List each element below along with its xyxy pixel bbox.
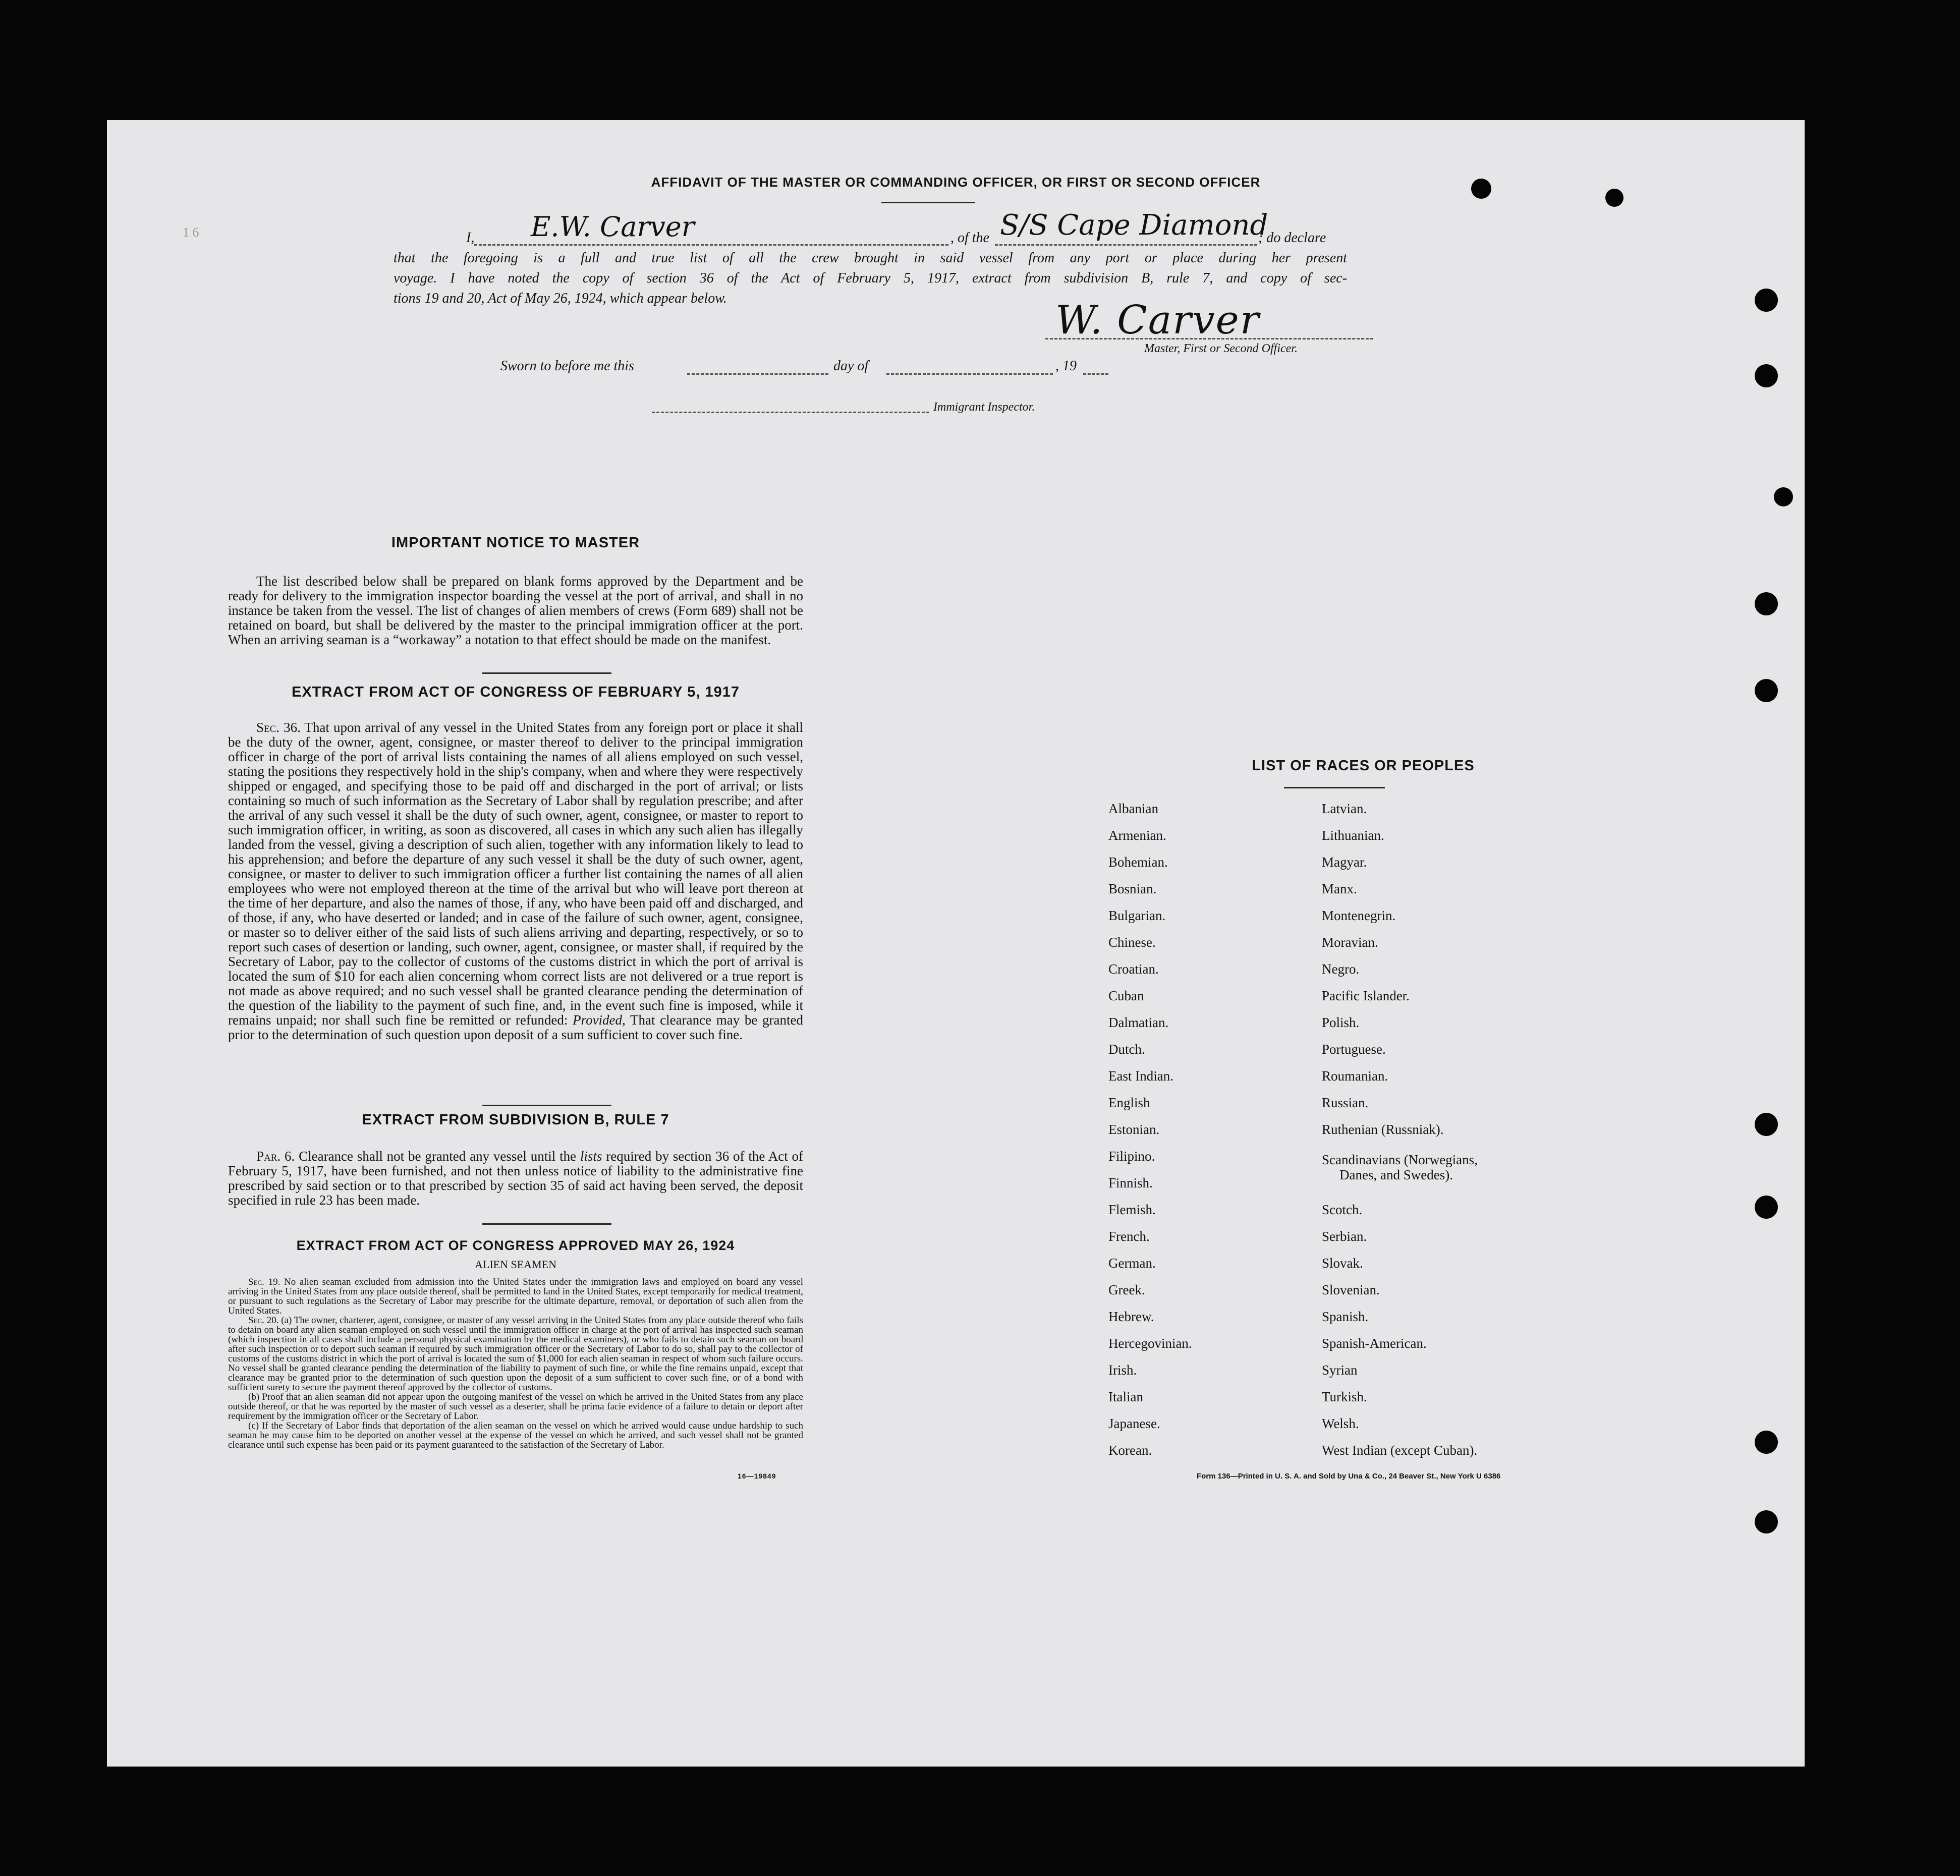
document-page	[107, 120, 1805, 1767]
divider-3	[482, 1223, 611, 1225]
extract-1924-title: EXTRACT FROM ACT OF CONGRESS APPROVED MAY 26, 1924	[296, 1238, 735, 1253]
race-left: English	[1108, 1095, 1150, 1110]
punch-hole	[1755, 289, 1778, 312]
race-right: Latvian.	[1322, 801, 1367, 816]
affidavit-i-label: I,	[466, 230, 475, 246]
race-right: Roumanian.	[1322, 1068, 1388, 1084]
notice-title: IMPORTANT NOTICE TO MASTER	[391, 535, 640, 551]
race-right: Montenegrin.	[1322, 908, 1396, 923]
rule7-body	[228, 1149, 803, 1208]
race-right: Scotch.	[1322, 1202, 1363, 1217]
punch-hole	[1755, 1113, 1778, 1136]
races-title-underline	[1284, 787, 1385, 788]
punch-hole	[1774, 487, 1793, 506]
race-right: Pacific Islander.	[1322, 988, 1410, 1003]
race-left: Bosnian.	[1108, 881, 1157, 896]
race-right: Spanish-American.	[1322, 1336, 1427, 1351]
sec-36-end: That clearance may be granted prior to the determination of such question upon deposit of a sum sufficient to cover such fine.	[228, 1012, 804, 1042]
title-underline	[881, 202, 975, 203]
provided-word: Provided,	[573, 1012, 626, 1028]
sec-20a-paragraph	[228, 1316, 803, 1392]
punch-hole	[1471, 179, 1491, 199]
inspector-label: Immigrant Inspector.	[933, 401, 1035, 414]
race-right: Lithuanian.	[1322, 828, 1384, 843]
race-left: Bulgarian.	[1108, 908, 1166, 923]
race-left: Bohemian.	[1108, 855, 1168, 870]
race-right: Slovak.	[1322, 1256, 1363, 1271]
race-left: Estonian.	[1108, 1122, 1160, 1137]
race-left: Hercegovinian.	[1108, 1336, 1192, 1351]
alien-seamen-subtitle: ALIEN SEAMEN	[475, 1258, 556, 1271]
race-left: Greek.	[1108, 1282, 1145, 1297]
sworn-text: Sworn to before me this	[500, 358, 634, 374]
affidavit-title: AFFIDAVIT OF THE MASTER OR COMMANDING OFFICER, OR FIRST OR SECOND OFFICER	[651, 175, 1261, 190]
race-right: Syrian	[1322, 1362, 1358, 1378]
handwritten-vessel: S/S Cape Diamond	[1000, 209, 1268, 242]
punch-hole	[1605, 189, 1623, 207]
race-right: Magyar.	[1322, 855, 1367, 870]
punch-hole	[1755, 592, 1778, 615]
race-right: West Indian (except Cuban).	[1322, 1443, 1478, 1458]
race-left: Croatian.	[1108, 961, 1159, 977]
sworn-year-line	[1083, 373, 1108, 375]
sec-19-paragraph	[228, 1277, 803, 1316]
sworn-day-of: day of	[833, 358, 869, 374]
race-right: Turkish.	[1322, 1389, 1367, 1404]
race-right: Spanish.	[1322, 1309, 1369, 1324]
signature-line	[1045, 338, 1373, 339]
race-left: French.	[1108, 1229, 1150, 1244]
notice-body: The list described below shall be prepared on blank forms approved by the Department and be ready for delivery to the immigration inspector boarding the vessel at the port of arrival, and shall in no instance be taken from the vessel. The list of changes of alien members of crews (Form 689) shall not be retained on board, but shall be delivered by the master to the principal immigration officer at the port. When an arriving seaman is a “workaway” a notation to that effect should be made on the manifest.	[228, 574, 803, 647]
race-left: Japanese.	[1108, 1416, 1160, 1431]
race-right: Serbian.	[1322, 1229, 1367, 1244]
affidavit-line-3: voyage. I have noted the copy of section 36 of the Act of February 5, 1917, extract from subdivision B, rule 7, and copy of sec-	[394, 270, 1347, 286]
affidavit-do-declare: ; do declare	[1258, 230, 1326, 246]
sec-20-label: Sec. 20.	[248, 1315, 279, 1326]
sec-19-text: No alien seaman excluded from admission into the United States under the immigration laws and employed on board any vessel arriving in the United States from any place outside thereof, shall be permitted to land in the United States, except temporarily for medical treatment, or pursuant to such regulations as the Secretary of Labor may prescribe for the ultimate departure, removal, or deportation of such alien from the United States.	[228, 1277, 803, 1316]
sec-19-label: Sec. 19.	[248, 1277, 281, 1287]
race-right: Danes, and Swedes).	[1339, 1167, 1453, 1182]
rule7-title: EXTRACT FROM SUBDIVISION B, RULE 7	[362, 1112, 669, 1128]
race-left: Flemish.	[1108, 1202, 1156, 1217]
race-left: Italian	[1108, 1389, 1143, 1404]
form-code: 16—19849	[738, 1472, 776, 1480]
affidavit-line-4: tions 19 and 20, Act of May 26, 1924, which appear below.	[394, 291, 727, 306]
race-right: Russian.	[1322, 1095, 1369, 1110]
race-right: Polish.	[1322, 1015, 1360, 1030]
divider-2	[482, 1105, 611, 1106]
sec-20c-text: (c) If the Secretary of Labor finds that deportation of the alien seaman on the vessel on which he arrived would cause undue hardship to such seaman he may cause him to be deported on another vessel at the expense of the vessel on which he arrived, and such vessel shall not be granted clearance until such expense has been paid or its payment guaranteed to the satisfaction of the Secretary of Labor.	[228, 1420, 803, 1450]
race-left: Albanian	[1108, 801, 1158, 816]
signature: W. Carver	[1055, 298, 1260, 343]
extract-1924-body	[228, 1277, 803, 1450]
race-left: Armenian.	[1108, 828, 1166, 843]
race-left: Cuban	[1108, 988, 1144, 1003]
lists-word: lists	[580, 1149, 602, 1164]
race-left: East Indian.	[1108, 1068, 1173, 1084]
race-right: Ruthenian (Russniak).	[1322, 1122, 1444, 1137]
race-left: Korean.	[1108, 1443, 1152, 1458]
affidavit-of-the: , of the	[950, 230, 989, 246]
race-right: Scandinavians (Norwegians,	[1322, 1152, 1478, 1167]
race-left: Dutch.	[1108, 1042, 1145, 1057]
race-left: Chinese.	[1108, 935, 1156, 950]
divider-1	[482, 672, 611, 674]
name-line	[474, 244, 948, 246]
race-left: Hebrew.	[1108, 1309, 1154, 1324]
inspector-line	[652, 412, 929, 413]
punch-hole	[1755, 1510, 1778, 1533]
race-left: Dalmatian.	[1108, 1015, 1169, 1030]
race-left: German.	[1108, 1256, 1156, 1271]
race-left: Finnish.	[1108, 1175, 1153, 1190]
race-right: Slovenian.	[1322, 1282, 1380, 1297]
punch-hole	[1755, 679, 1778, 702]
sec-20a-text: (a) The owner, charterer, agent, consignee, or master of any vessel arriving in the United States from any place outside thereof who fails to detain on board any alien seaman employed on such vessel until the immigration officer in charge at the port of arrival has inspected such seaman (which inspection in all cases shall include a personal physical examination by the medical examiners), or who fails to detain such seaman on board after such inspection or to deport such seaman if required by such immigration officer or the Secretary of Labor to do so, shall pay to the collector of customs of the customs district in which the port of arrival is located the sum of $1,000 for each alien seaman in respect of whom such failure occurs. No vessel shall be granted clearance pending the determination of the liability to payment of such fine, or while the fine remains unpaid, except that clearance may be granted prior to the determination of such question upon the deposit of a sum sufficient to cover such fine, or of a bond with sufficient surety to secure the payment thereof approved by the collector of customs.	[228, 1315, 804, 1393]
race-right: Negro.	[1322, 961, 1360, 977]
race-right: Portuguese.	[1322, 1042, 1386, 1057]
affidavit-line-2: that the foregoing is a full and true list of all the crew brought in said vessel from any port or place during her present	[394, 250, 1347, 266]
race-left: Filipino.	[1108, 1149, 1155, 1164]
races-title: LIST OF RACES OR PEOPLES	[1252, 758, 1475, 774]
extract-1917-title: EXTRACT FROM ACT OF CONGRESS OF FEBRUARY 5, 1917	[291, 684, 740, 700]
sec-36-text: That upon arrival of any vessel in the United States from any foreign port or place it shall be the duty of the owner, agent, consignee, or master thereof to deliver to the principal immigration officer in charge of the port of arrival lists containing the names of all aliens employed on such vessel, stating the positions they respectively hold in the ship's company, when and where they were respectively shipped or engaged, and specifying those to be paid off and discharged in the port of arrival; or lists containing so much of such information as the Secretary of Labor shall by regulation prescribe; and after the arrival of any such vessel it shall be the duty of such owner, agent, consignee, or master to report to such immigration officer, in writing, as soon as discovered, all cases in which any such alien has illegally landed from the vessel, giving a description of such alien, together with any information likely to lead to his apprehension; and before the departure of any such vessel it shall be the duty of such owner, agent, consignee, or master to deliver to such immigration officer a further list containing the names of all alien employees who were not employed thereon at the time of the arrival but who will leave port thereon at the time of her departure, and also the names of those, if any, who have been paid off and discharged, and of those, if any, who have deserted or landed; and in case of the failure of such owner, agent, consignee, or master so to deliver either of the said lists of such aliens arriving and departing, respectively, or so to report such cases of desertion or landing, such owner, agent, consignee, or master shall, if required by the Secretary of Labor, pay to the collector of customs of the customs district in which the port of arrival is located the sum of $10 for each alien concerning whom correct lists are not delivered or a true report is not made as above required; and no such vessel shall be granted clearance pending the determination of the question of the liability to the payment of such fine, and, in the event such fine is imposed, while it remains unpaid; nor shall such fine be remitted or refunded:	[228, 720, 804, 1028]
page-marks: 1 6	[183, 225, 199, 240]
sworn-year: , 19	[1055, 358, 1077, 374]
punch-hole	[1755, 1431, 1778, 1454]
vessel-line	[995, 244, 1257, 246]
master-label: Master, First or Second Officer.	[1144, 342, 1298, 355]
par-6-label: Par. 6.	[256, 1149, 295, 1164]
race-right: Manx.	[1322, 881, 1357, 896]
par-6-text-b: required by section 36 of the Act of February 5, 1917, have been furnished, and not then unless notice of liability to the administrative fine prescribed by said section or to that prescribed by section 35 of said act having been served, the deposit specified in rule 23 has been made.	[228, 1149, 804, 1208]
footer-print-line: Form 136—Printed in U. S. A. and Sold by Una & Co., 24 Beaver St., New York U 6386	[1197, 1472, 1501, 1481]
sworn-day-line	[687, 373, 828, 375]
handwritten-name: E.W. Carver	[531, 211, 695, 243]
punch-hole	[1755, 1196, 1778, 1219]
sec-20b-text: (b) Proof that an alien seaman did not appear upon the outgoing manifest of the vessel on which he arrived in the United States from any place outside thereof, or that he was reported by the master of such vessel as a deserter, shall be prima facie evidence of a failure to detain or deport after requirement by the immigration officer or the Secretary of Labor.	[228, 1392, 803, 1422]
extract-1917-body	[228, 720, 803, 1042]
race-left: Irish.	[1108, 1362, 1137, 1378]
sec-36-label: Sec. 36.	[256, 720, 301, 735]
sworn-month-line	[886, 373, 1053, 375]
par-6-text-a: Clearance shall not be granted any vessel until the	[299, 1149, 577, 1164]
punch-hole	[1755, 364, 1778, 387]
race-right: Welsh.	[1322, 1416, 1359, 1431]
race-right: Moravian.	[1322, 935, 1378, 950]
